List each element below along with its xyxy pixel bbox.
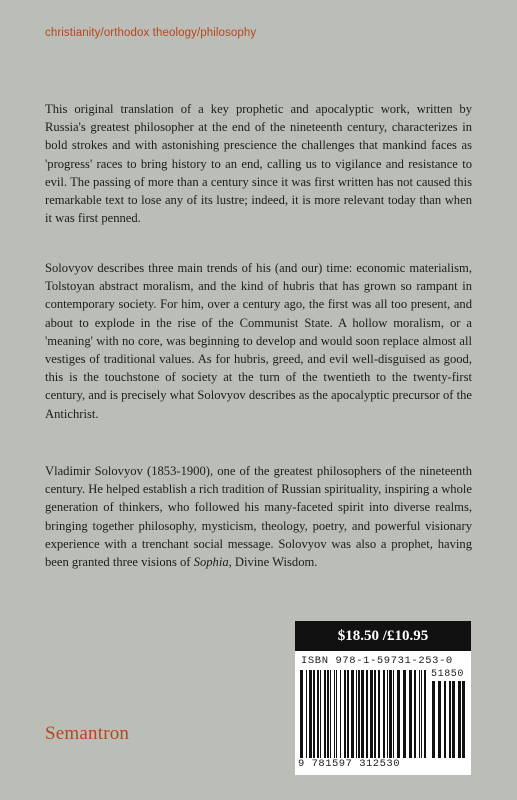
price-label: $18.50 /£10.95 [295, 621, 471, 651]
barcode-bar [327, 670, 329, 758]
barcode-bar [361, 670, 364, 758]
barcode-bar [347, 670, 349, 758]
barcode-bar [452, 681, 455, 758]
barcode-panel [295, 621, 471, 775]
bio-text-start: Vladimir Solovyov (1853-1900), one of the greatest philosophers of the nineteenth century. He helped establish a rich tradition of Russian spirituality, inspiring a whole generation of thinkers, who followed his many-faceted spirit into diverse realms, bringing together philosophy, mysticism, theology, poetry, and powerful visionary experience with a trenchant social message. Solovyov was also a prophet, having been granted three visions of [45, 464, 472, 570]
barcode-bar [409, 670, 412, 758]
barcode-bar [421, 670, 422, 758]
barcode-bar [403, 670, 406, 758]
barcode-bar [313, 670, 315, 758]
author-bio-paragraph [45, 462, 472, 571]
barcode-bar [387, 670, 388, 758]
barcode-bar [393, 670, 394, 758]
addon-barcode [432, 681, 466, 758]
bio-text-end: , Divine Wisdom. [228, 555, 318, 570]
description-paragraph-2: Solovyov describes three main trends of his (and our) time: economic materialism, Tolstoyan abstract moralism, and the kind of hubris that has grown so rampant in contemporary society. For him, over a century ago, the first was all too present, and about to explode in the rise of the Communist State. A hollow moralism, or a 'meaning' with no core, was beginning to develop and would soon replace almost all vestiges of traditional values. As for hubris, greed, and evil well-disguised as good, this is the touchstone of society at the turn of the twentieth to the twenty-first century, and is precisely what Solovyov describes as the apocalyptic precursor of the Antichrist. [45, 261, 472, 421]
barcode-bar [414, 670, 416, 758]
barcode-bar [324, 670, 326, 758]
barcode-bar [424, 670, 426, 758]
barcode-addon-number: 51850 [431, 669, 465, 680]
barcode-bar [358, 670, 360, 758]
ean-barcode [300, 670, 428, 758]
barcode-bar [317, 670, 319, 758]
barcode-bar [432, 681, 435, 758]
barcode-bar [340, 670, 341, 758]
barcode-bar [438, 681, 441, 758]
barcode-bar [419, 670, 420, 758]
barcode-bar [458, 681, 461, 758]
barcode-bar [444, 681, 446, 758]
barcode-bar [320, 670, 321, 758]
barcode-bar [344, 670, 346, 758]
isbn-text: ISBN 978-1-59731-253-0 [301, 655, 453, 667]
barcode-bar [356, 670, 357, 758]
barcode-bar [306, 670, 307, 758]
barcode-bar [334, 670, 335, 758]
barcode-bar [378, 670, 380, 758]
barcode-bar [300, 670, 303, 758]
bio-italic-word: Sophia [193, 555, 229, 570]
barcode-bar [370, 670, 373, 758]
barcode-bar [309, 670, 312, 758]
barcode-number: 9 781597 312530 [298, 758, 401, 770]
barcode-bar [462, 681, 465, 758]
publisher-logo-text: Semantron [45, 723, 130, 744]
barcode-bar [397, 670, 400, 758]
barcode-bar [351, 670, 354, 758]
barcode-bar [449, 681, 451, 758]
barcode-bar [389, 670, 392, 758]
barcode-bar [336, 670, 337, 758]
barcode-bar [330, 670, 331, 758]
category-line: christianity/orthodox theology/philosophy [45, 27, 257, 39]
barcode-bar [374, 670, 376, 758]
barcode-bar [366, 670, 368, 758]
description-paragraph-1: This original translation of a key prophetic and apocalyptic work, written by Russia's greatest philosopher at the end of the nineteenth century, characterizes in bold strokes and with astonishing prescience the challenges that mankind faces as 'progress' races to bring history to an end, calling us to vigilance and resistance to evil. The passing of more than a century since it was first written has not caused this remarkable text to lose any of its lustre; indeed, it is more relevant today than when it was first penned. [45, 102, 472, 226]
barcode-bar [383, 670, 385, 758]
